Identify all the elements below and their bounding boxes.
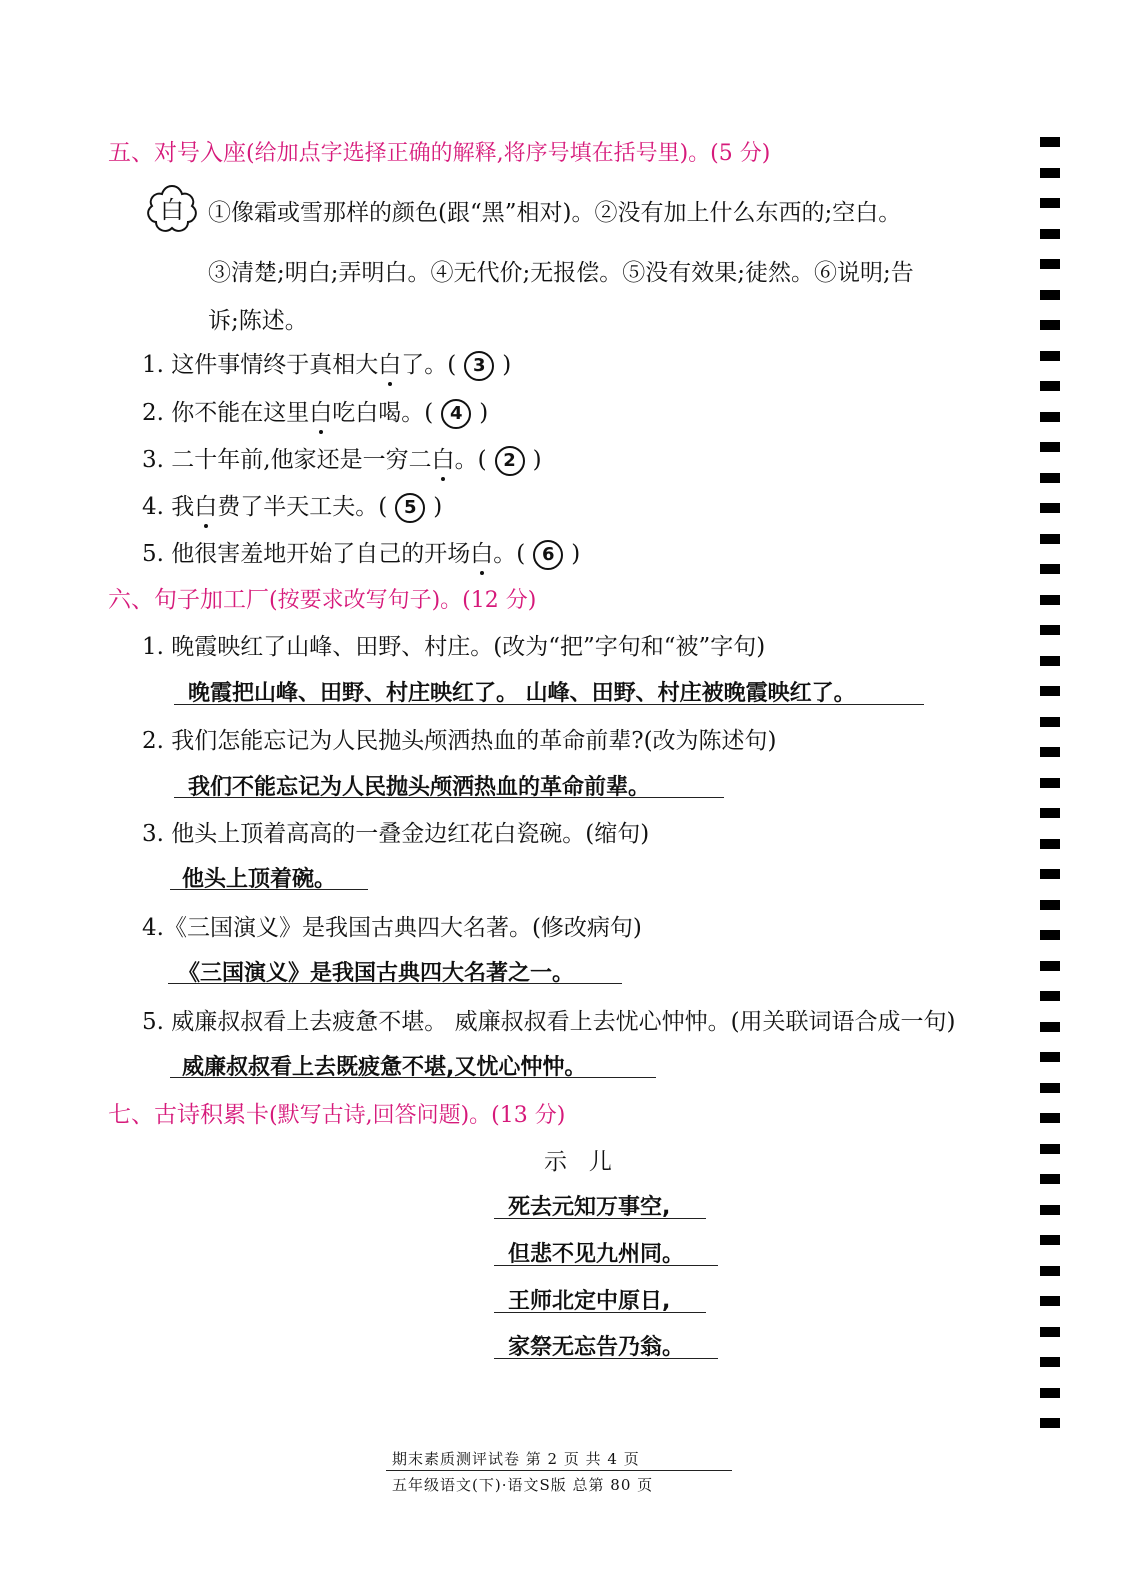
timing-mark	[1040, 1113, 1060, 1123]
section6-question-1: 1. 晚霞映红了山峰、田野、村庄。(改为“把”字句和“被”字句)	[142, 634, 766, 660]
footer-line-2: 五年级语文(下)·语文S版 总第 80 页	[392, 1476, 654, 1494]
timing-mark	[1040, 168, 1060, 178]
timing-mark	[1040, 503, 1060, 513]
section7-heading	[108, 1096, 565, 1129]
timing-mark	[1040, 412, 1060, 422]
answer-underline	[170, 889, 368, 890]
section6-hint: (按要求改写句子)。(12 分)	[269, 588, 537, 613]
timing-marks	[1040, 0, 1060, 1571]
answer-underline	[170, 1077, 656, 1078]
section5-item-2	[142, 394, 488, 429]
section6-question-2: 2. 我们怎能忘记为人民抛头颅洒热血的革命前辈?(改为陈述句)	[142, 728, 777, 754]
item-text: 吃白喝。(	[332, 400, 434, 426]
timing-mark	[1040, 1144, 1060, 1154]
timing-mark	[1040, 1266, 1060, 1276]
timing-mark	[1040, 473, 1060, 483]
section5-item-3	[142, 441, 542, 476]
section6-question-5: 5. 威廉叔叔看上去疲惫不堪。 威廉叔叔看上去忧心忡忡。(用关联词语合成一句)	[142, 1009, 956, 1035]
timing-mark	[1040, 747, 1060, 757]
answer-circle: 3	[464, 351, 494, 381]
timing-mark	[1040, 808, 1060, 818]
dotted-char: 白	[470, 541, 494, 567]
poem-line-1: 死去元知万事空,	[508, 1195, 671, 1220]
timing-mark	[1040, 1205, 1060, 1215]
section6-answer-1: 晚霞把山峰、田野、村庄映红了。 山峰、田野、村庄被晚霞映红了。	[188, 681, 856, 706]
item-text: )	[532, 447, 542, 473]
timing-mark	[1040, 869, 1060, 879]
timing-mark	[1040, 1022, 1060, 1032]
definition-line-1: ①像霜或雪那样的颜色(跟“黑”相对)。②没有加上什么东西的;空白。	[208, 200, 902, 226]
footer-rule	[386, 1470, 732, 1471]
poem-line-3: 王师北定中原日,	[508, 1289, 671, 1314]
dotted-char: 白	[378, 352, 402, 378]
timing-mark	[1040, 137, 1060, 147]
timing-mark	[1040, 1083, 1060, 1093]
dotted-char: 白	[309, 400, 333, 426]
answer-underline	[174, 797, 724, 798]
timing-mark	[1040, 656, 1060, 666]
section6-question-4: 4.《三国演义》是我国古典四大名著。(修改病句)	[142, 915, 642, 941]
definition-line-3: 诉;陈述。	[208, 308, 308, 334]
section6-answer-4: 《三国演义》是我国古典四大名著之一。	[178, 961, 575, 986]
item-text: 2. 你不能在这里	[142, 400, 310, 426]
section6-answer-3: 他头上顶着碗。	[182, 867, 337, 892]
poem-title: 示 儿	[544, 1149, 612, 1175]
timing-mark	[1040, 961, 1060, 971]
section5-heading	[108, 134, 770, 167]
timing-mark	[1040, 198, 1060, 208]
dotted-char: 白	[194, 494, 218, 520]
timing-mark	[1040, 625, 1060, 635]
timing-mark	[1040, 381, 1060, 391]
answer-circle: 5	[395, 493, 425, 523]
section5-item-5	[142, 535, 580, 570]
dotted-char: 白	[431, 447, 455, 473]
timing-mark	[1040, 1388, 1060, 1398]
answer-circle: 4	[441, 399, 471, 429]
timing-mark	[1040, 320, 1060, 330]
poem-underline	[494, 1265, 718, 1266]
flower-char: 白	[160, 196, 184, 224]
poem-line-2: 但悲不见九州同。	[508, 1242, 685, 1267]
section5-title: 五、对号入座	[108, 140, 246, 166]
timing-mark	[1040, 442, 1060, 452]
timing-mark	[1040, 564, 1060, 574]
section5-item-4	[142, 488, 442, 523]
section7-hint: (默写古诗,回答问题)。(13 分)	[269, 1103, 566, 1128]
item-text: 。(	[454, 447, 487, 473]
answer-underline	[168, 983, 622, 984]
timing-mark	[1040, 839, 1060, 849]
section6-question-3: 3. 他头上顶着高高的一叠金边红花白瓷碗。(缩句)	[142, 821, 650, 847]
answer-circle: 2	[495, 446, 525, 476]
answer-circle: 6	[533, 540, 563, 570]
item-text: 了。(	[401, 352, 457, 378]
timing-mark	[1040, 1357, 1060, 1367]
section5-hint: (给加点字选择正确的解释,将序号填在括号里)。(5 分)	[246, 141, 771, 166]
footer-line-1: 期末素质测评试卷 第 2 页 共 4 页	[392, 1450, 640, 1468]
section6-answer-5: 威廉叔叔看上去既疲惫不堪,又忧心忡忡。	[182, 1055, 587, 1080]
timing-mark	[1040, 1418, 1060, 1428]
timing-mark	[1040, 686, 1060, 696]
item-text: 。(	[493, 541, 526, 567]
section5-item-1	[142, 346, 511, 381]
item-text: )	[433, 494, 443, 520]
definition-line-2: ③清楚;明白;弄明白。④无代价;无报偿。⑤没有效果;徒然。⑥说明;告	[208, 260, 914, 286]
timing-mark	[1040, 930, 1060, 940]
item-text: 3. 二十年前,他家还是一穷二	[142, 447, 432, 473]
item-text: )	[502, 352, 512, 378]
poem-underline	[494, 1218, 706, 1219]
timing-mark	[1040, 290, 1060, 300]
timing-mark	[1040, 1052, 1060, 1062]
item-text: 1. 这件事情终于真相大	[142, 352, 379, 378]
section6-heading	[108, 581, 536, 614]
timing-mark	[1040, 991, 1060, 1001]
timing-mark	[1040, 595, 1060, 605]
timing-mark	[1040, 259, 1060, 269]
item-text: 费了半天工夫。(	[217, 494, 388, 520]
timing-mark	[1040, 351, 1060, 361]
item-text: 5. 他很害羞地开始了自己的开场	[142, 541, 471, 567]
timing-mark	[1040, 717, 1060, 727]
poem-underline	[494, 1312, 706, 1313]
section6-title: 六、句子加工厂	[108, 587, 269, 613]
item-text: )	[479, 400, 489, 426]
poem-underline	[494, 1358, 718, 1359]
timing-mark	[1040, 1174, 1060, 1184]
item-text: 4. 我	[142, 494, 195, 520]
section6-answer-2: 我们不能忘记为人民抛头颅洒热血的革命前辈。	[188, 775, 651, 800]
answer-underline	[174, 704, 924, 705]
timing-mark	[1040, 1296, 1060, 1306]
timing-mark	[1040, 229, 1060, 239]
item-text: )	[571, 541, 581, 567]
timing-mark	[1040, 1235, 1060, 1245]
timing-mark	[1040, 1327, 1060, 1337]
timing-mark	[1040, 534, 1060, 544]
timing-mark	[1040, 778, 1060, 788]
section7-title: 七、古诗积累卡	[108, 1102, 269, 1128]
timing-mark	[1040, 900, 1060, 910]
poem-line-4: 家祭无忘告乃翁。	[508, 1335, 685, 1360]
